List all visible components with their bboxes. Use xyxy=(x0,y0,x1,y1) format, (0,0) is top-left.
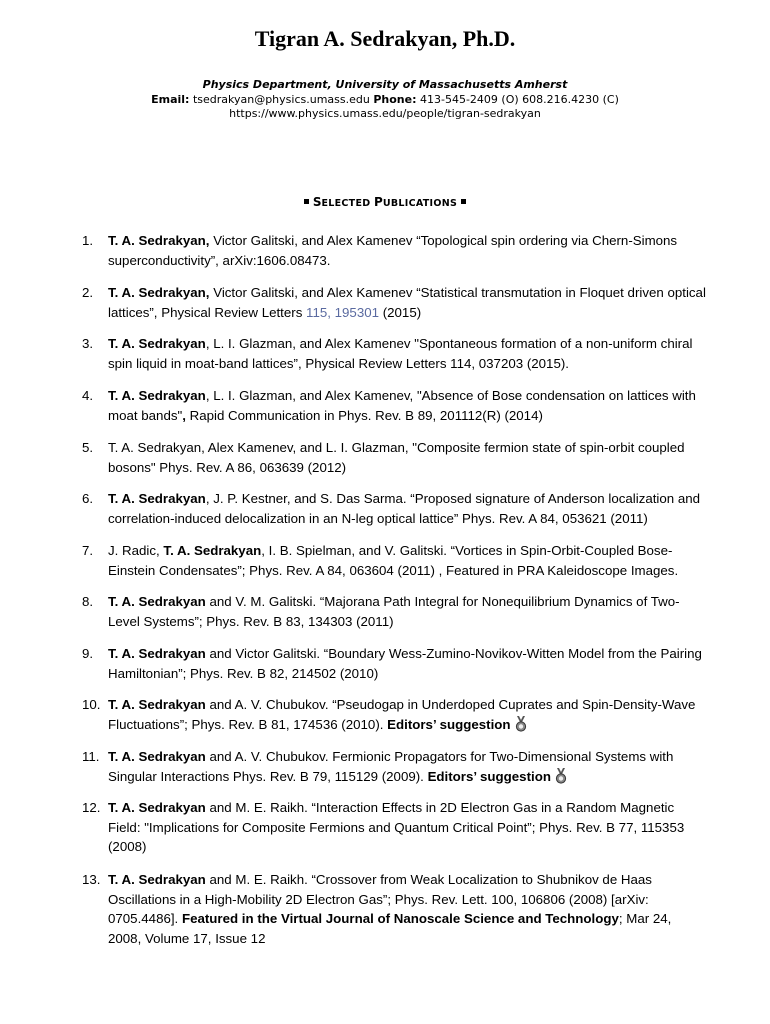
publication-item xyxy=(82,386,707,425)
publication-author-bold: T. A. Sedrakyan xyxy=(108,646,206,661)
publication-author-bold: T. A. Sedrakyan xyxy=(108,336,206,351)
publication-text xyxy=(108,644,707,683)
publication-item xyxy=(82,695,707,734)
publication-citation: and A. V. Chubukov. Fermionic Propagators for Two-Dimensional Systems with Singular Interactions Phys. Rev. B 79, 115129 (2009). xyxy=(108,749,674,784)
publication-citation: , L. I. Glazman, and Alex Kamenev "Spontaneous formation of a non-uniform chiral spin liquid in moat-band lattices”, Physical Review Letters 114, 037203 (2015). xyxy=(108,336,693,371)
publication-citation: Victor Galitski, and Alex Kamenev “Statistical transmutation in Floquet driven optical lattices”, Physical Review Letters xyxy=(108,285,706,320)
publication-number: 4. xyxy=(82,388,94,403)
publication-author-bold: T. A. Sedrakyan xyxy=(108,872,206,887)
publication-text xyxy=(108,283,707,322)
affiliation: Physics Department, University of Massachusetts Amherst xyxy=(202,78,568,91)
homepage-url[interactable]: https://www.physics.umass.edu/people/tigran-sedrakyan xyxy=(229,107,541,120)
publication-item xyxy=(82,870,707,948)
phone-numbers: 413-545-2409 (O) 608.216.4230 (C) xyxy=(419,93,619,106)
publication-citation: and V. M. Galitski. “Majorana Path Integral for Nonequilibrium Dynamics of Two-Level Systems”; Phys. Rev. B 83, 134303 (2011) xyxy=(108,594,680,629)
publication-citation: and M. E. Raikh. “Interaction Effects in 2D Electron Gas in a Random Magnetic Field: "Implications for Composite Fermions and Quantum Critical Point”; Phys. Rev. B 77, 115353 (2008) xyxy=(108,800,685,854)
publication-number: 1. xyxy=(82,233,94,248)
publication-text xyxy=(108,747,707,786)
publication-citation: and Victor Galitski. “Boundary Wess-Zumino-Novikov-Witten Model from the Pairing Hamiltonian”; Phys. Rev. B 82, 214502 (2010) xyxy=(108,646,702,681)
bullet-icon xyxy=(304,199,309,204)
publication-number: 10. xyxy=(82,697,101,712)
publication-citation: , I. B. Spielman, and V. Galitski. “Vortices in Spin-Orbit-Coupled Bose-Einstein Condensates”; Phys. Rev. A 84, 063604 (2011) , Featured in PRA Kaleidoscope Images. xyxy=(108,543,679,578)
publication-number: 6. xyxy=(82,491,94,506)
section-heading-r1: ELECTED xyxy=(321,198,375,209)
publication-citation: , L. I. Glazman, and Alex Kamenev, "Absence of Bose condensation on lattices with moat bands" xyxy=(108,388,696,423)
section-heading xyxy=(0,195,770,209)
publication-author-bold: T. A. Sedrakyan xyxy=(108,594,206,609)
publication-text xyxy=(108,438,707,477)
publication-number: 9. xyxy=(82,646,94,661)
publication-highlight: Editors’ suggestion xyxy=(387,716,511,732)
publication-author-bold: T. A. Sedrakyan xyxy=(163,543,262,558)
publication-number: 8. xyxy=(82,594,94,609)
publication-item xyxy=(82,231,707,270)
publication-item xyxy=(82,438,707,477)
publication-item xyxy=(82,283,707,322)
section-heading-s1: S xyxy=(312,195,322,209)
bullet-icon xyxy=(461,199,466,204)
page-title: Tigran A. Sedrakyan, Ph.D. xyxy=(254,26,516,51)
publication-text xyxy=(108,870,707,948)
publication-author-bold: T. A. Sedrakyan xyxy=(108,697,206,712)
publication-number: 7. xyxy=(82,543,94,558)
publication-item xyxy=(82,334,707,373)
publication-citation: and M. E. Raikh. “Crossover from Weak Localization to Shubnikov de Haas Oscillations in a High-Mobility 2D Electron Gas”; Phys. Rev. Lett. 100, 106806 (2008) [arXiv: 0705.4486]. xyxy=(108,872,652,926)
publication-item xyxy=(82,644,707,683)
publication-highlight: , xyxy=(182,407,186,423)
publication-item xyxy=(82,592,707,631)
publication-authors: T. A. Sedrakyan, Alex Kamenev, and L. I. Glazman, "Composite fermion state of spin-orbit coupled bosons" Phys. Rev. A 86, 063639 (2012) xyxy=(108,440,685,475)
email-address[interactable]: tsedrakyan@physics.umass.edu xyxy=(192,93,370,106)
publication-item xyxy=(82,747,707,786)
publication-item xyxy=(82,541,707,580)
publication-link[interactable]: 115, 195301 xyxy=(306,304,380,320)
publication-highlight: Editors’ suggestion xyxy=(427,768,551,784)
publication-text xyxy=(108,541,707,580)
email-label: Email: xyxy=(151,93,190,106)
publication-highlight: Featured in the Virtual Journal of Nanoscale Science and Technology xyxy=(181,911,619,926)
publication-text xyxy=(108,334,707,373)
publication-author-bold: T. A. Sedrakyan xyxy=(108,749,206,764)
publication-author-bold: T. A. Sedrakyan, xyxy=(108,233,210,248)
publication-text xyxy=(108,386,707,425)
publication-text xyxy=(108,695,707,734)
publication-text xyxy=(108,592,707,631)
publication-authors: J. Radic, xyxy=(108,543,164,558)
publication-item xyxy=(82,489,707,528)
publication-text xyxy=(108,798,707,857)
section-heading-r2: UBLICATIONS xyxy=(382,198,458,209)
publication-citation-tail: (2015) xyxy=(379,304,422,320)
medal-icon xyxy=(515,716,527,732)
publication-item xyxy=(82,798,707,857)
publication-number: 11. xyxy=(82,749,100,764)
publication-author-bold: T. A. Sedrakyan, xyxy=(108,285,210,300)
publication-citation: and A. V. Chubukov. “Pseudogap in Underdoped Cuprates and Spin-Density-Wave Fluctuations”; Phys. Rev. B 81, 174536 (2010). xyxy=(108,697,696,732)
publication-citation: , J. P. Kestner, and S. Das Sarma. “Proposed signature of Anderson localization and correlation-induced delocalization in an N-leg optical lattice” Phys. Rev. A 84, 053621 (2011) xyxy=(108,491,701,526)
publication-text xyxy=(108,231,707,270)
publication-number: 2. xyxy=(82,285,94,300)
phone-label: Phone: xyxy=(373,93,417,106)
publication-citation-tail: ; Mar 24, 2008, Volume 17, Issue 12 xyxy=(108,911,672,946)
medal-icon xyxy=(555,768,567,784)
publication-number: 13. xyxy=(82,872,101,887)
publication-citation: Victor Galitski, and Alex Kamenev “Topological spin ordering via Chern-Simons superconductivity”, arXiv:1606.08473. xyxy=(108,233,678,268)
section-heading-s2: P xyxy=(374,195,383,209)
publication-citation-tail: Rapid Communication in Phys. Rev. B 89, 201112(R) (2014) xyxy=(185,407,543,423)
publication-author-bold: T. A. Sedrakyan xyxy=(108,388,206,403)
publication-author-bold: T. A. Sedrakyan xyxy=(108,491,206,506)
contact-line xyxy=(0,93,770,106)
publication-number: 3. xyxy=(82,336,94,351)
publication-number: 12. xyxy=(82,800,101,815)
publication-author-bold: T. A. Sedrakyan xyxy=(108,800,206,815)
publication-text xyxy=(108,489,707,528)
publication-number: 5. xyxy=(82,440,94,455)
